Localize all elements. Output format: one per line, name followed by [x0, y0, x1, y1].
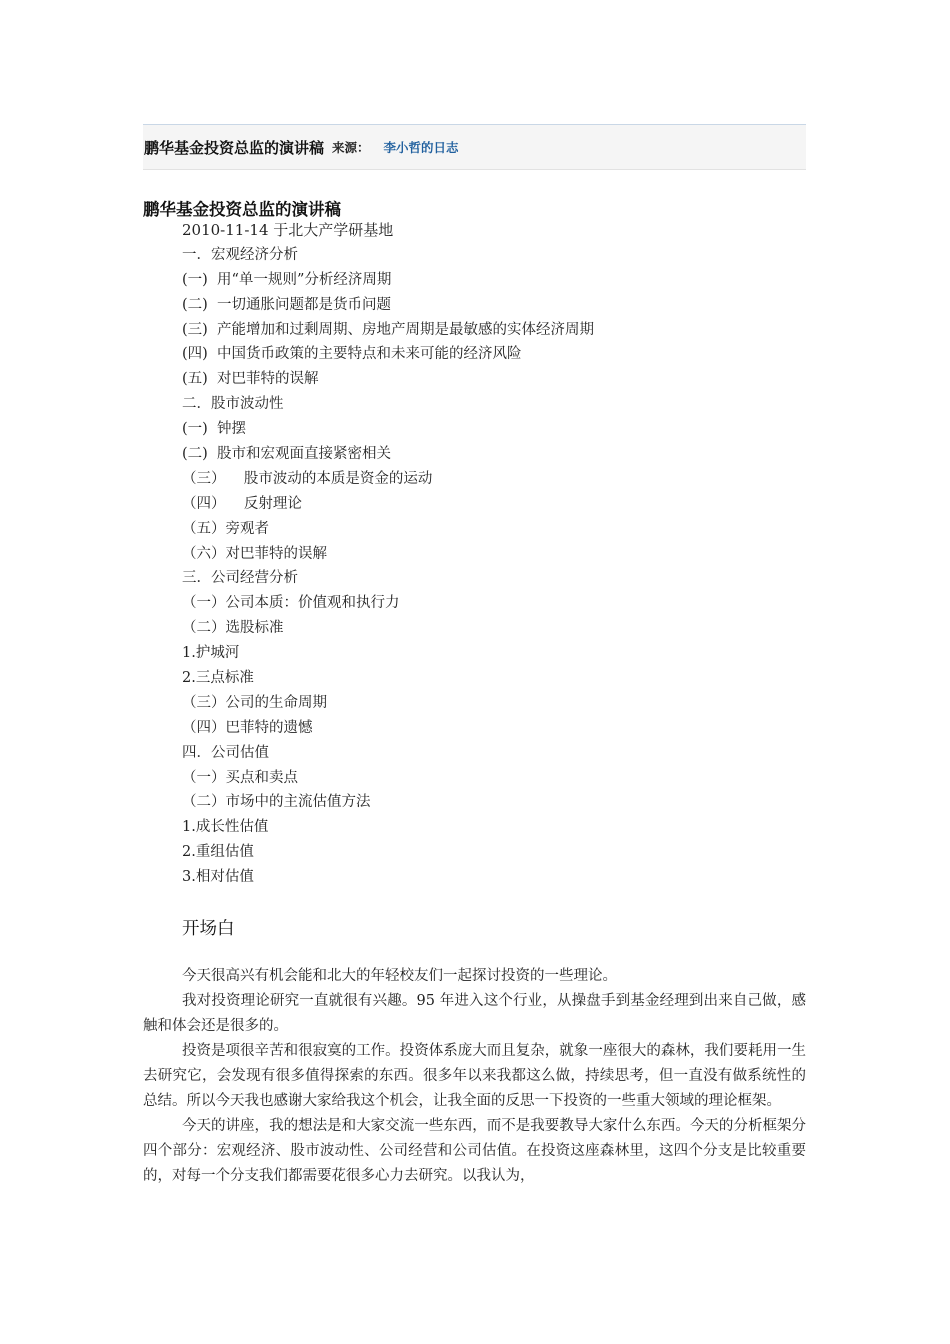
outline-item: （四）巴菲特的遗憾: [182, 719, 313, 736]
body-text: [143, 964, 806, 1189]
outline-item: 一．宏观经济分析: [182, 246, 298, 263]
outline-item: (四) 中国货币政策的主要特点和未来可能的经济风险: [182, 346, 522, 363]
body-paragraph: 我对投资理论研究一直就很有兴趣。95 年进入这个行业，从操盘手到基金经理到出来自己做，感触和体会还是很多的。: [143, 993, 806, 1034]
body-paragraph: 今天很高兴有机会能和北大的年轻校友们一起探讨投资的一些理论。: [182, 968, 617, 984]
outline-item: 3.相对估值: [182, 869, 254, 886]
outline-item: （二）选股标准: [182, 620, 284, 637]
body-paragraph: 投资是项很辛苦和很寂寞的工作。投资体系庞大而且复杂，就象一座很大的森林，我们要耗用一生去研究它，会发现有很多值得探索的东西。很多年以来我都这么做，持续思考，但一直没有做系统性的总结。所以今天我也感谢大家给我这个机会，让我全面的反思一下投资的一些重大领域的理论框架。: [143, 1043, 806, 1109]
outline-item: (三) 产能增加和过剩周期、房地产周期是最敏感的实体经济周期: [182, 321, 595, 338]
outline-item: （二）市场中的主流估值方法: [182, 794, 371, 811]
outline-item: 1.护城河: [182, 645, 240, 662]
outline-item: (五) 对巴菲特的误解: [182, 371, 319, 388]
outline-date: 2010-11-14 于北大产学研基地: [182, 221, 394, 239]
outline-item: （六）对巴菲特的误解: [182, 545, 327, 562]
outline-list: [182, 218, 594, 890]
article-header-title: 鹏华基金投资总监的演讲稿: [144, 138, 325, 157]
outline-item: 1.成长性估值: [182, 819, 269, 836]
outline-item: 2.重组估值: [182, 844, 254, 861]
outline-item: （五）旁观者: [182, 520, 269, 537]
document-title: 鹏华基金投资总监的演讲稿: [143, 200, 341, 219]
outline-item: (一) 用“单一规则”分析经济周期: [182, 271, 392, 288]
outline-item: （一）买点和卖点: [182, 769, 298, 786]
outline-item: (二) 一切通胀问题都是货币问题: [182, 296, 392, 313]
outline-item: 二．股市波动性: [182, 396, 284, 413]
body-paragraph: 今天的讲座，我的想法是和大家交流一些东西，而不是我要教导大家什么东西。今天的分析框架分四个部分：宏观经济、股市波动性、公司经营和公司估值。在投资这座森林里，这四个分支是比较重要的，对每一个分支我们都需要花很多心力去研究。以我认为，: [143, 1118, 806, 1184]
outline-item: 三．公司经营分析: [182, 570, 298, 587]
outline-item: (一) 钟摆: [182, 421, 247, 438]
source-link[interactable]: 李小哲的日志: [383, 140, 459, 155]
outline-item: （三）公司的生命周期: [182, 694, 327, 711]
outline-item: （四） 反射理论: [182, 495, 302, 512]
section-heading: 开场白: [182, 919, 235, 939]
outline-item: （一）公司本质：价值观和执行力: [182, 595, 400, 612]
article-header-bar: [143, 124, 806, 170]
outline-item: (二) 股市和宏观面直接紧密相关: [182, 446, 392, 463]
outline-item: 2.三点标准: [182, 670, 254, 687]
source-label: 来源：: [332, 140, 370, 155]
outline-item: 四．公司估值: [182, 744, 269, 761]
outline-item: （三） 股市波动的本质是资金的运动: [182, 470, 433, 487]
